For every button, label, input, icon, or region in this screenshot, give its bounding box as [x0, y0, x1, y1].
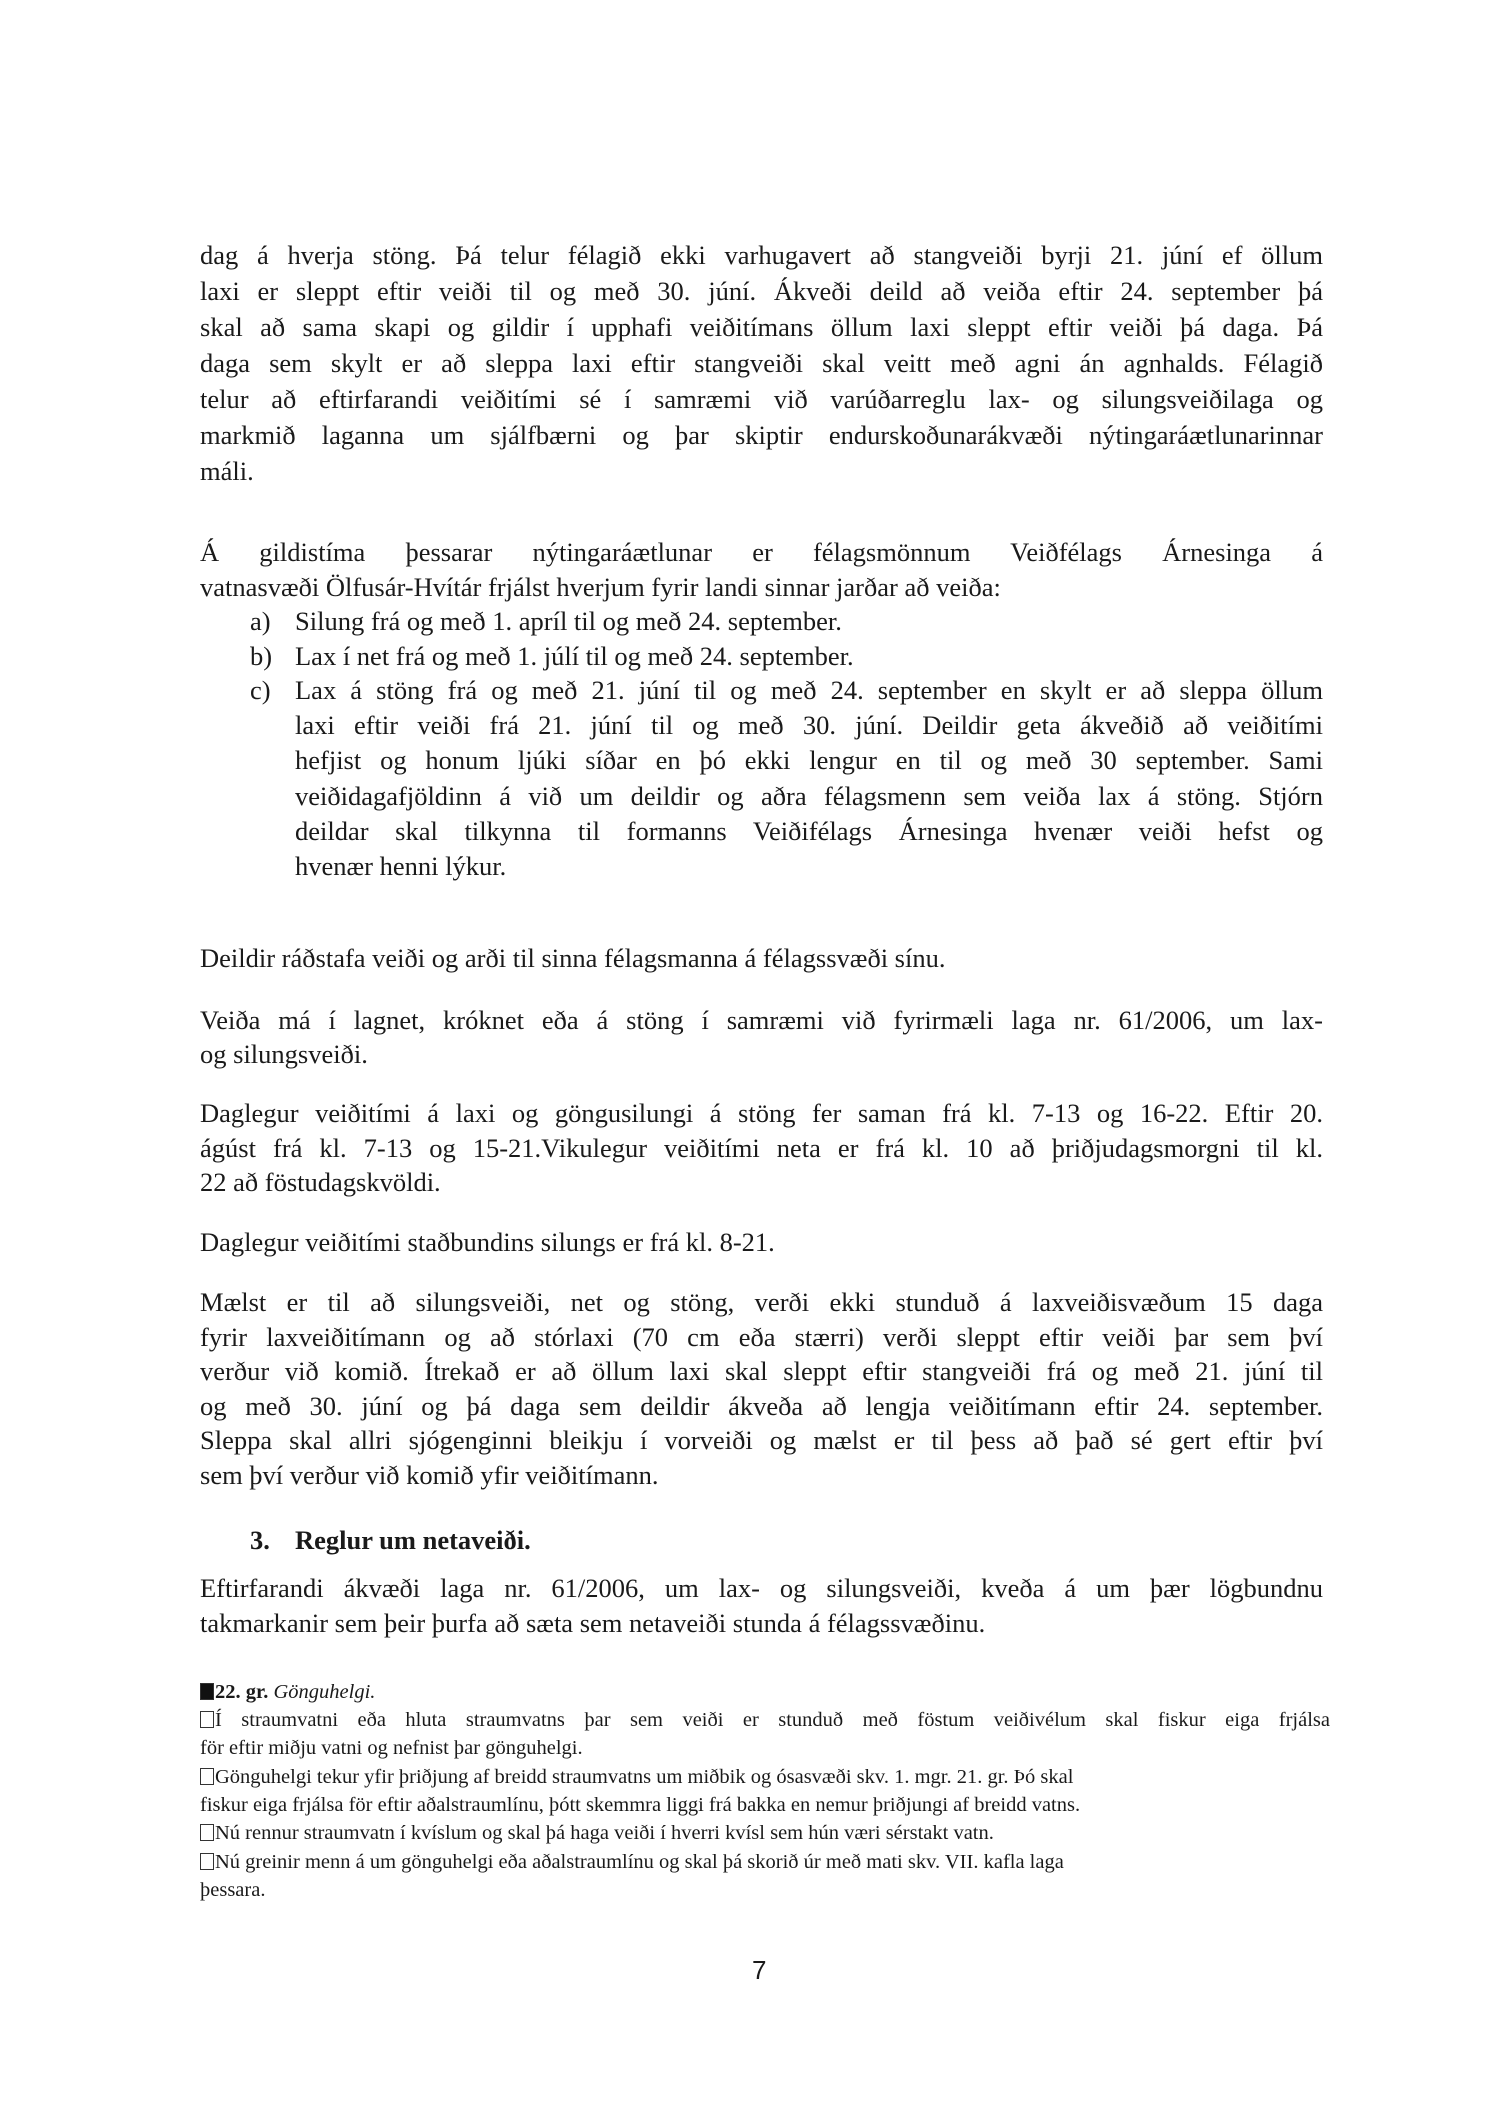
footnote-line-text: Nú rennur straumvatn í kvíslum og skal þá haga veiði í hverri kvísl sem hún væri sérstakt vatn. — [215, 1822, 994, 1845]
paragraph-5-line: ágúst frá kl. 7-13 og 15-21.Vikulegur veiðitími neta er frá kl. 10 að þriðjudagsmorgni til kl. — [200, 1132, 1323, 1163]
page-number: 7 — [752, 1955, 767, 1985]
paragraph-5-line: Daglegur veiðitími á laxi og göngusilungi á stöng fer saman frá kl. 7-13 og 16-22. Eftir 20. — [200, 1098, 1323, 1128]
footnote-line-text: fiskur eiga frjálsa för eftir aðalstraumlínu, þótt skemmra liggi frá bakka en nemur þriðjungi af breidd vatns. — [200, 1793, 1081, 1816]
footnote-line-text: Nú greinir menn á um gönguhelgi eða aðalstraumlínu og skal þá skorið úr með mati skv. VII. kafla laga — [215, 1850, 1064, 1873]
footnote-line-text: för eftir miðju vatni og nefnist þar gönguhelgi. — [200, 1737, 583, 1760]
list-item-line: Silung frá og með 1. apríl til og með 24. september. — [295, 606, 842, 636]
paragraph-1-line: telur að eftirfarandi veiðitími sé í samræmi við varúðarreglu lax- og silungsveiðilaga og — [200, 384, 1323, 414]
paragraph-square-marker-icon — [200, 1853, 214, 1870]
list-item-line: veiðidagafjöldinn á við um deildir og aðra félagsmenn sem veiða lax á stöng. Stjórn — [295, 780, 1323, 811]
paragraph-7-line: Mælst er til að silungsveiði, net og stöng, verði ekki stunduð á laxveiðisvæðum 15 daga — [200, 1287, 1323, 1317]
section-number: 3. — [250, 1525, 270, 1555]
article-number: 22. gr. — [215, 1681, 269, 1703]
paragraph-1-line: máli. — [200, 456, 254, 486]
paragraph-3-line: Deildir ráðstafa veiði og arði til sinna félagsmanna á félagssvæði sínu. — [200, 943, 946, 973]
paragraph-8-line: takmarkanir sem þeir þurfa að sæta sem netaveiði stunda á félagssvæðinu. — [200, 1608, 986, 1638]
footnote-line-text: Í straumvatni eða hluta straumvatns þar sem veiði er stunduð með föstum veiðivélum skal fiskur eiga frjálsa — [215, 1709, 1330, 1731]
paragraph-square-marker-icon — [200, 1711, 214, 1728]
paragraph-7-line: og með 30. júní og þá daga sem deildir ákveða að lengja veiðitímann eftir 24. september. — [200, 1390, 1323, 1421]
footnote-line-text: þessara. — [200, 1878, 266, 1901]
paragraph-8-line: Eftirfarandi ákvæði laga nr. 61/2006, um lax- og silungsveiði, kveða á um þær lögbundnu — [200, 1573, 1323, 1603]
list-item-line: Lax í net frá og með 1. júlí til og með 24. september. — [295, 641, 854, 671]
list-item-line: deildar skal tilkynna til formanns Veiðifélags Árnesinga hvenær veiði hefst og — [295, 815, 1323, 846]
footnote-line — [200, 1848, 1064, 1876]
paragraph-1-line: dag á hverja stöng. Þá telur félagið ekki varhugavert að stangveiði byrji 21. júní ef öllum — [200, 240, 1323, 270]
paragraph-1-line: daga sem skylt er að sleppa laxi eftir stangveiði skal veitt með agni án agnhalds. Félagið — [200, 348, 1323, 378]
paragraph-4-line: og silungsveiði. — [200, 1038, 368, 1069]
article-title: Gönguhelgi. — [273, 1681, 376, 1703]
paragraph-1-line: skal að sama skapi og gildir í upphafi veiðitímans öllum laxi sleppt eftir veiði þá daga. Þá — [200, 312, 1323, 342]
paragraph-square-marker-icon — [200, 1768, 214, 1785]
paragraph-6-line: Daglegur veiðitími staðbundins silungs er frá kl. 8-21. — [200, 1227, 775, 1257]
paragraph-7-line: sem því verður við komið yfir veiðitímann. — [200, 1460, 659, 1490]
paragraph-4-line: Veiða má í lagnet, króknet eða á stöng í samræmi við fyrirmæli laga nr. 61/2006, um lax- — [200, 1005, 1323, 1035]
paragraph-1-line: laxi er sleppt eftir veiði til og með 30. júní. Ákveði deild að veiða eftir 24. september þá — [200, 276, 1323, 306]
paragraph-7-line: fyrir laxveiðitímann og að stórlaxi (70 cm eða stærri) verði sleppt eftir veiði þar sem því — [200, 1321, 1323, 1352]
list-item-label: c) — [250, 675, 271, 705]
footnote-line — [200, 1763, 1073, 1791]
footnote-line — [200, 1706, 1330, 1734]
paragraph-7-line: verður við komið. Ítrekað er að öllum laxi skal sleppt eftir stangveiði frá og með 21. júní til — [200, 1356, 1323, 1387]
paragraph-square-marker-icon — [200, 1824, 214, 1841]
paragraph-5-line: 22 að föstudagskvöldi. — [200, 1167, 441, 1197]
list-item-line: laxi eftir veiði frá 21. júní til og með 30. júní. Deildir geta ákveðið að veiðitími — [295, 710, 1323, 741]
paragraph-1-line: markmið laganna um sjálfbærni og þar skiptir endurskoðunarákvæði nýtingaráætlunarinnar — [200, 420, 1323, 450]
section-heading: Reglur um netaveiði. — [295, 1525, 531, 1555]
footnote-line-text: Gönguhelgi tekur yfir þriðjung af breidd straumvatns um miðbik og ósasvæði skv. 1. mgr. 21. gr. Þó skal — [215, 1765, 1074, 1788]
footnote-line — [200, 1734, 583, 1762]
paragraph-2-line: Á gildistíma þessarar nýtingaráætlunar er félagsmönnum Veiðfélags Árnesinga á — [200, 537, 1323, 567]
paragraph-2-line: vatnasvæði Ölfusár-Hvítár frjálst hverjum fyrir landi sinnar jarðar að veiða: — [200, 572, 1001, 602]
footnote-line — [200, 1791, 1080, 1819]
footnote-line — [200, 1819, 994, 1847]
list-item-line: Lax á stöng frá og með 21. júní til og með 24. september en skylt er að sleppa öllum — [295, 675, 1323, 705]
list-item-label: a) — [250, 606, 271, 636]
footnote-article-heading — [200, 1678, 375, 1706]
footnote-line — [200, 1876, 265, 1904]
paragraph-7-line: Sleppa skal allri sjógenginni bleikju í vorveiði og mælst er til þess að það sé gert eftir því — [200, 1425, 1323, 1456]
list-item-line: hvenær henni lýkur. — [295, 851, 507, 881]
list-item-line: hefjist og honum ljúki síðar en þó ekki lengur en til og með 30 september. Sami — [295, 745, 1323, 776]
filled-square-marker-icon — [200, 1683, 214, 1700]
list-item-label: b) — [250, 641, 273, 671]
